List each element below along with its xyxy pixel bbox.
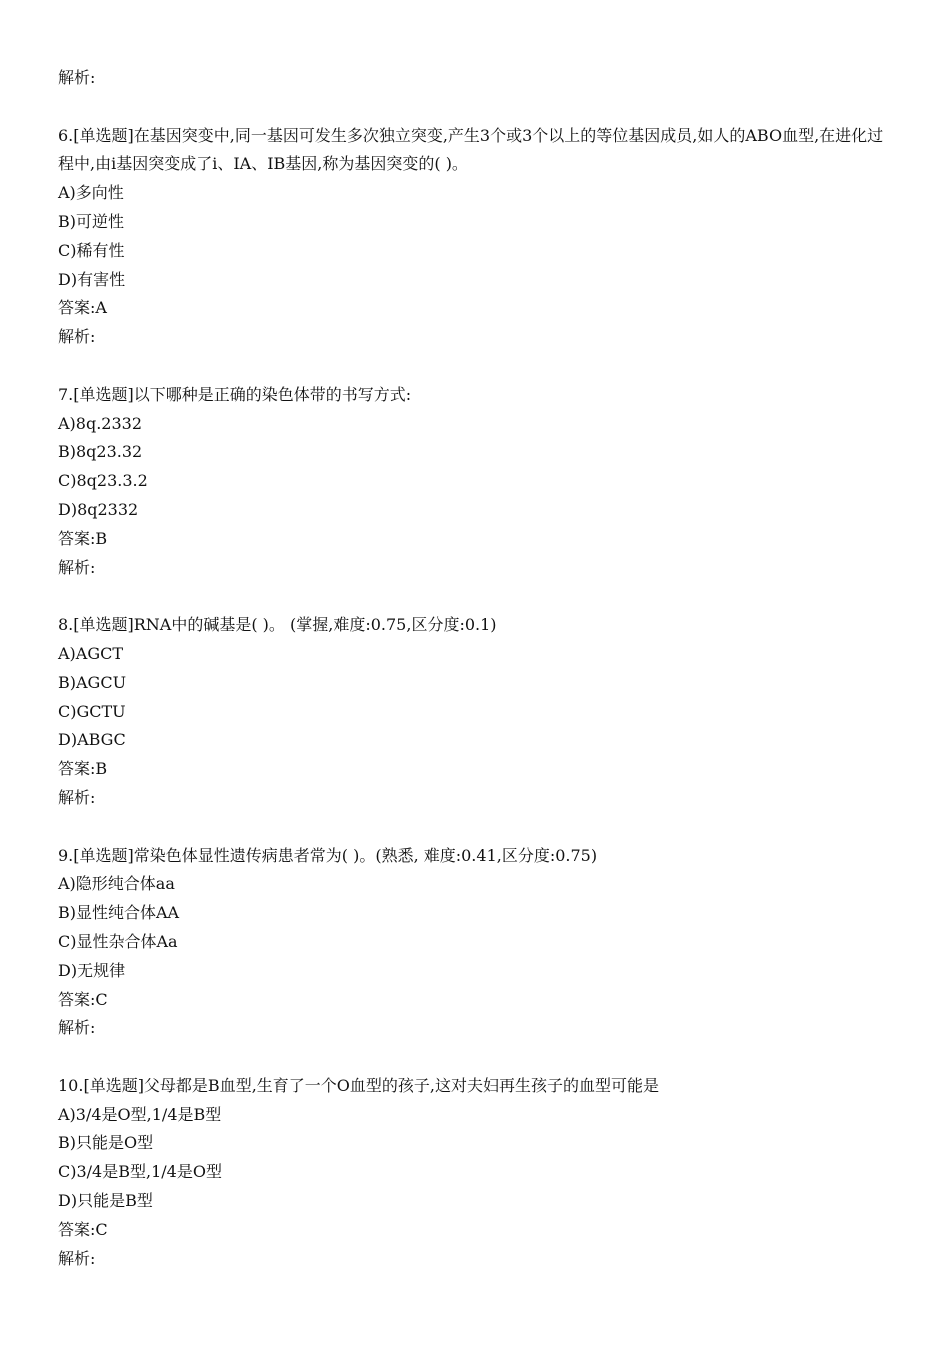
question-7 xyxy=(58,381,898,583)
option-b: B)AGCU xyxy=(58,672,127,692)
answer: 答案:B xyxy=(58,528,108,548)
question-stem: 6.[单选题]在基因突变中,同一基因可发生多次独立突变,产生3个或3个以上的等位基因成员,如人的ABO血型,在进化过程中,由i基因突变成了i、IA、IB基因,称为基因突变的( )。 xyxy=(58,125,884,174)
question-stem: 7.[单选题]以下哪种是正确的染色体带的书写方式: xyxy=(58,384,412,404)
option-b: B)显性纯合体AA xyxy=(58,903,180,923)
option-c: C)8q23.3.2 xyxy=(58,471,148,491)
analysis: 解析: xyxy=(58,557,96,577)
spacer xyxy=(58,813,898,842)
spacer xyxy=(58,582,898,611)
top-analysis-label: 解析: xyxy=(58,68,96,87)
document-page xyxy=(58,64,898,1273)
question-stem: 9.[单选题]常染色体显性遗传病患者常为( )。(熟悉, 难度:0.41,区分度:0.75) xyxy=(58,845,598,865)
question-stem: 8.[单选题]RNA中的碱基是( )。 (掌握,难度:0.75,区分度:0.1) xyxy=(58,615,497,635)
option-c: C)GCTU xyxy=(58,701,126,721)
question-9 xyxy=(58,842,898,1044)
option-a: A)AGCT xyxy=(58,643,124,663)
option-d: D)8q2332 xyxy=(58,499,139,519)
option-c: C)显性杂合体Aa xyxy=(58,931,178,951)
option-b: B)只能是O型 xyxy=(58,1133,154,1153)
option-d: D)有害性 xyxy=(58,269,126,289)
answer: 答案:C xyxy=(58,1219,108,1239)
question-6 xyxy=(58,122,898,352)
option-b: B)8q23.32 xyxy=(58,442,143,462)
answer: 答案:A xyxy=(58,298,107,318)
analysis: 解析: xyxy=(58,327,96,347)
answer: 答案:B xyxy=(58,759,108,779)
option-c: C)3/4是B型,1/4是O型 xyxy=(58,1162,222,1182)
question-8 xyxy=(58,611,898,813)
spacer xyxy=(58,1043,898,1072)
answer: 答案:C xyxy=(58,989,108,1009)
option-d: D)无规律 xyxy=(58,960,126,980)
question-10 xyxy=(58,1072,898,1274)
option-a: A)隐形纯合体aa xyxy=(58,874,175,894)
option-a: A)多向性 xyxy=(58,183,124,203)
option-b: B)可逆性 xyxy=(58,211,125,231)
option-a: A)3/4是O型,1/4是B型 xyxy=(58,1104,222,1124)
analysis: 解析: xyxy=(58,787,96,807)
analysis: 解析: xyxy=(58,1018,96,1038)
spacer xyxy=(58,352,898,381)
analysis: 解析: xyxy=(58,1248,96,1268)
spacer xyxy=(58,93,898,122)
option-c: C)稀有性 xyxy=(58,240,125,260)
option-d: D)ABGC xyxy=(58,730,126,750)
option-d: D)只能是B型 xyxy=(58,1191,153,1211)
option-a: A)8q.2332 xyxy=(58,413,143,433)
question-stem: 10.[单选题]父母都是B血型,生育了一个O血型的孩子,这对夫妇再生孩子的血型可能是 xyxy=(58,1075,659,1095)
